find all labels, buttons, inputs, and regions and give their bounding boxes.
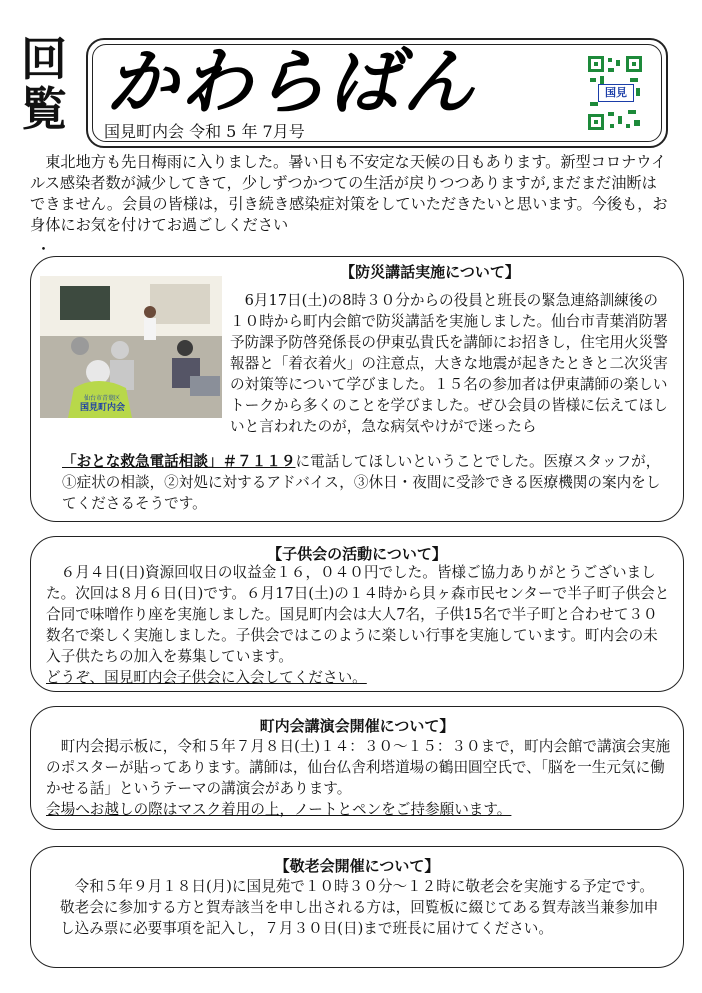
issue-line: 国見町内会 令和 5 年 7月号 bbox=[104, 122, 305, 141]
lecture-body: 町内会掲示板に，令和５年７月８日(土)１４：３０～１５：３０まで，町内会館で講演会実施のポスターが貼ってあります。講師は，仙台仏舎利塔道場の鶴田圓空氏で、「脳を一生元気に働かせる話」というテーマの講演会があります。 bbox=[46, 738, 671, 797]
disaster-text: 6月17日(土)の8時３０分からの役員と班長の緊急連絡訓練後の１０時から町内会館で防災講話を実施しました。仙台市青葉消防署予防課予防啓発係長の伊東弘貴氏を講師にお招きし，住宅用火災警報器と「着衣着火」の注意点，大きな地震が起きたときと二次災害の対策等について学びました。１５名の参加者は伊東講師の楽しいトークから多くのことを学びました。ぜひ会員の皆様に伝えてほしいと言われたのが，急な病気やけがで迷ったら bbox=[230, 292, 668, 435]
kairan-char-1: 回 bbox=[21, 32, 67, 86]
lecture-closing: 会場へお越しの際はマスク着用の上，ノートとペンをご持参願います。 bbox=[46, 801, 512, 818]
newsletter-title: かわらばん bbox=[106, 40, 477, 124]
elderly-heading: 【敬老会開催について】 bbox=[274, 857, 440, 875]
kairan-char-2: 覧 bbox=[21, 82, 67, 136]
lecture-photo bbox=[40, 276, 222, 418]
disaster-text-continued bbox=[62, 451, 668, 514]
kids-closing: どうぞ、国見町内会子供会に入会してください。 bbox=[46, 669, 367, 686]
kairan-mark bbox=[16, 34, 72, 134]
lecture-text bbox=[46, 736, 672, 820]
elderly-text: 令和５年９月１８日(月)に国見苑で１０時３０分～１２時に敬老会を実施する予定です。敬老会に参加する方と賀寿該当を申し出される方は，回覧板に綴じてある賀寿該当兼参加申し込み票に必要事項を記入し，７月３０日(日)まで班長に届けてください。 bbox=[60, 878, 659, 937]
qr-label: 国見 bbox=[598, 84, 634, 102]
vest-text-1: 仙台市青葉区 bbox=[84, 395, 121, 402]
kids-body: ６月４日(日)資源回収日の収益金１６，０４０円でした。皆様ご協力ありがとうございました。次回は８月６日(日)です。６月17日(土)の１４時から貝ヶ森市民センターで半子町子供会と合同で味噌作り座を実施しました。国見町内会は大人7名，子供15名で半子町と合わせて３０数名で楽しく実施しました。子供会ではこのように楽しい行事を実施しています。町内会の未入子供たちの加入を募集しています。 bbox=[46, 564, 670, 665]
lecture-heading: 町内会講演会開催について】 bbox=[259, 717, 455, 735]
intro-paragraph: 東北地方も先日梅雨に入りました。暑い日も不安定な天候の日もあります。新型コロナウイルス感染者数が減少してきて，少しずつかつての生活が戻りつつありますが,まだまだ油断はできません。会員の皆様は，引き続き感染症対策をしていただきたいと思います。今後も，お身体にお気を付けてお過ごしください bbox=[30, 153, 668, 234]
disaster-heading: 【防災講話実施について】 bbox=[340, 263, 520, 281]
kids-text bbox=[46, 562, 672, 688]
intro-bullet: ・ bbox=[36, 240, 52, 258]
disaster-text-tail: に電話してほしいということでした。医療スタッフが，①症状の相談，②対処に対するアドバイス，③休日・夜間に受診できる医療機関の案内をしてくださるそうです。 bbox=[62, 453, 661, 512]
vest-text-2: 国見町内会 bbox=[80, 403, 126, 413]
emergency-hotline: 「おとな救急電話相談」＃７１１９ bbox=[62, 453, 296, 470]
kids-heading: 【子供会の活動について】 bbox=[267, 545, 447, 563]
